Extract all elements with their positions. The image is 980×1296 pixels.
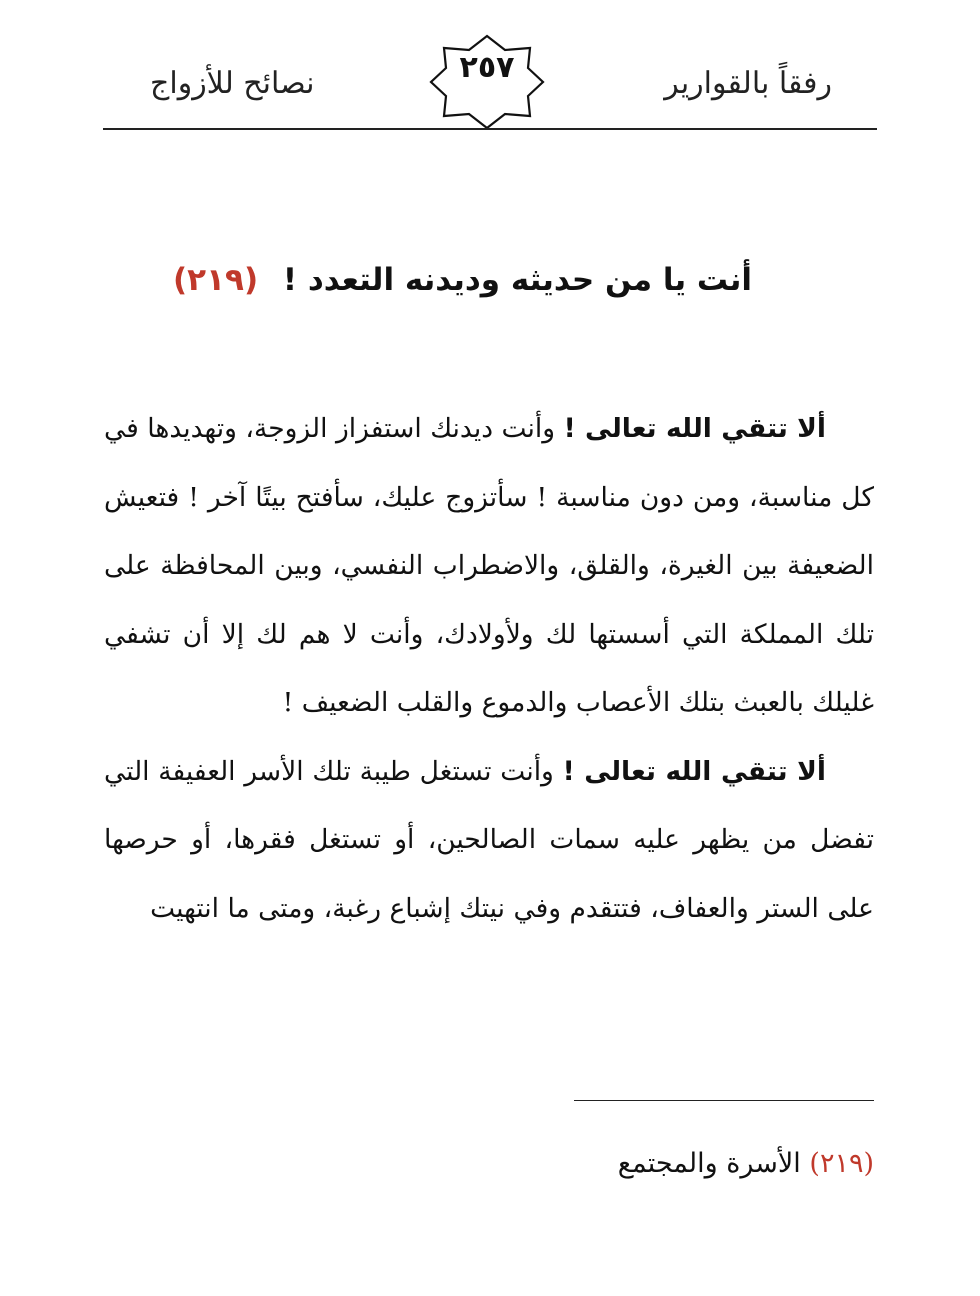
paragraph	[104, 395, 874, 738]
page-number: ٢٥٧	[459, 50, 515, 85]
paragraph-text: وأنت تستغل طيبة تلك الأسر العفيفة التي تفضل من يظهر عليه سمات الصالحين، أو تستغل فقرها، أو حرصها على الستر والعفاف، فتتقدم وفي نيتك إشباع رغبة، ومتى ما انتهيت	[104, 755, 874, 924]
header-chapter-title: نصائح للأزواج	[150, 66, 315, 101]
footnote	[618, 1148, 874, 1179]
paragraph	[104, 738, 874, 944]
paragraph-lead: ألا تتقي الله تعالى !	[562, 755, 826, 787]
body-text	[104, 395, 874, 943]
paragraph-lead: ألا تتقي الله تعالى !	[563, 413, 826, 444]
section-title-text: أنت يا من حديثه وديدنه التعدد !	[282, 262, 752, 298]
paragraph-text: وأنت ديدنك استفزاز الزوجة، وتهديدها في كل مناسبة، ومن دون مناسبة ! سأتزوج عليك، سأفتح بيتًا آخر ! فتعيش الضعيفة بين الغيرة، والقلق، والاضطراب النفسي، وبين المحافظة على تلك المملكة التي أسستها لك ولأولادك، وأنت لا هم لك إلا أن تشفي غليلك بالعبث بتلك الأعصاب والدموع والقلب الضعيف !	[104, 413, 874, 718]
header-divider	[103, 128, 877, 130]
section-title	[100, 262, 752, 298]
footnote-divider	[574, 1100, 874, 1101]
footnote-reference[interactable]: (٢١٩)	[173, 262, 259, 298]
footnote-marker: (٢١٩)	[809, 1148, 874, 1179]
footnote-text: الأسرة والمجتمع	[617, 1148, 810, 1179]
header-book-title: رفقاً بالقوارير	[664, 66, 832, 101]
